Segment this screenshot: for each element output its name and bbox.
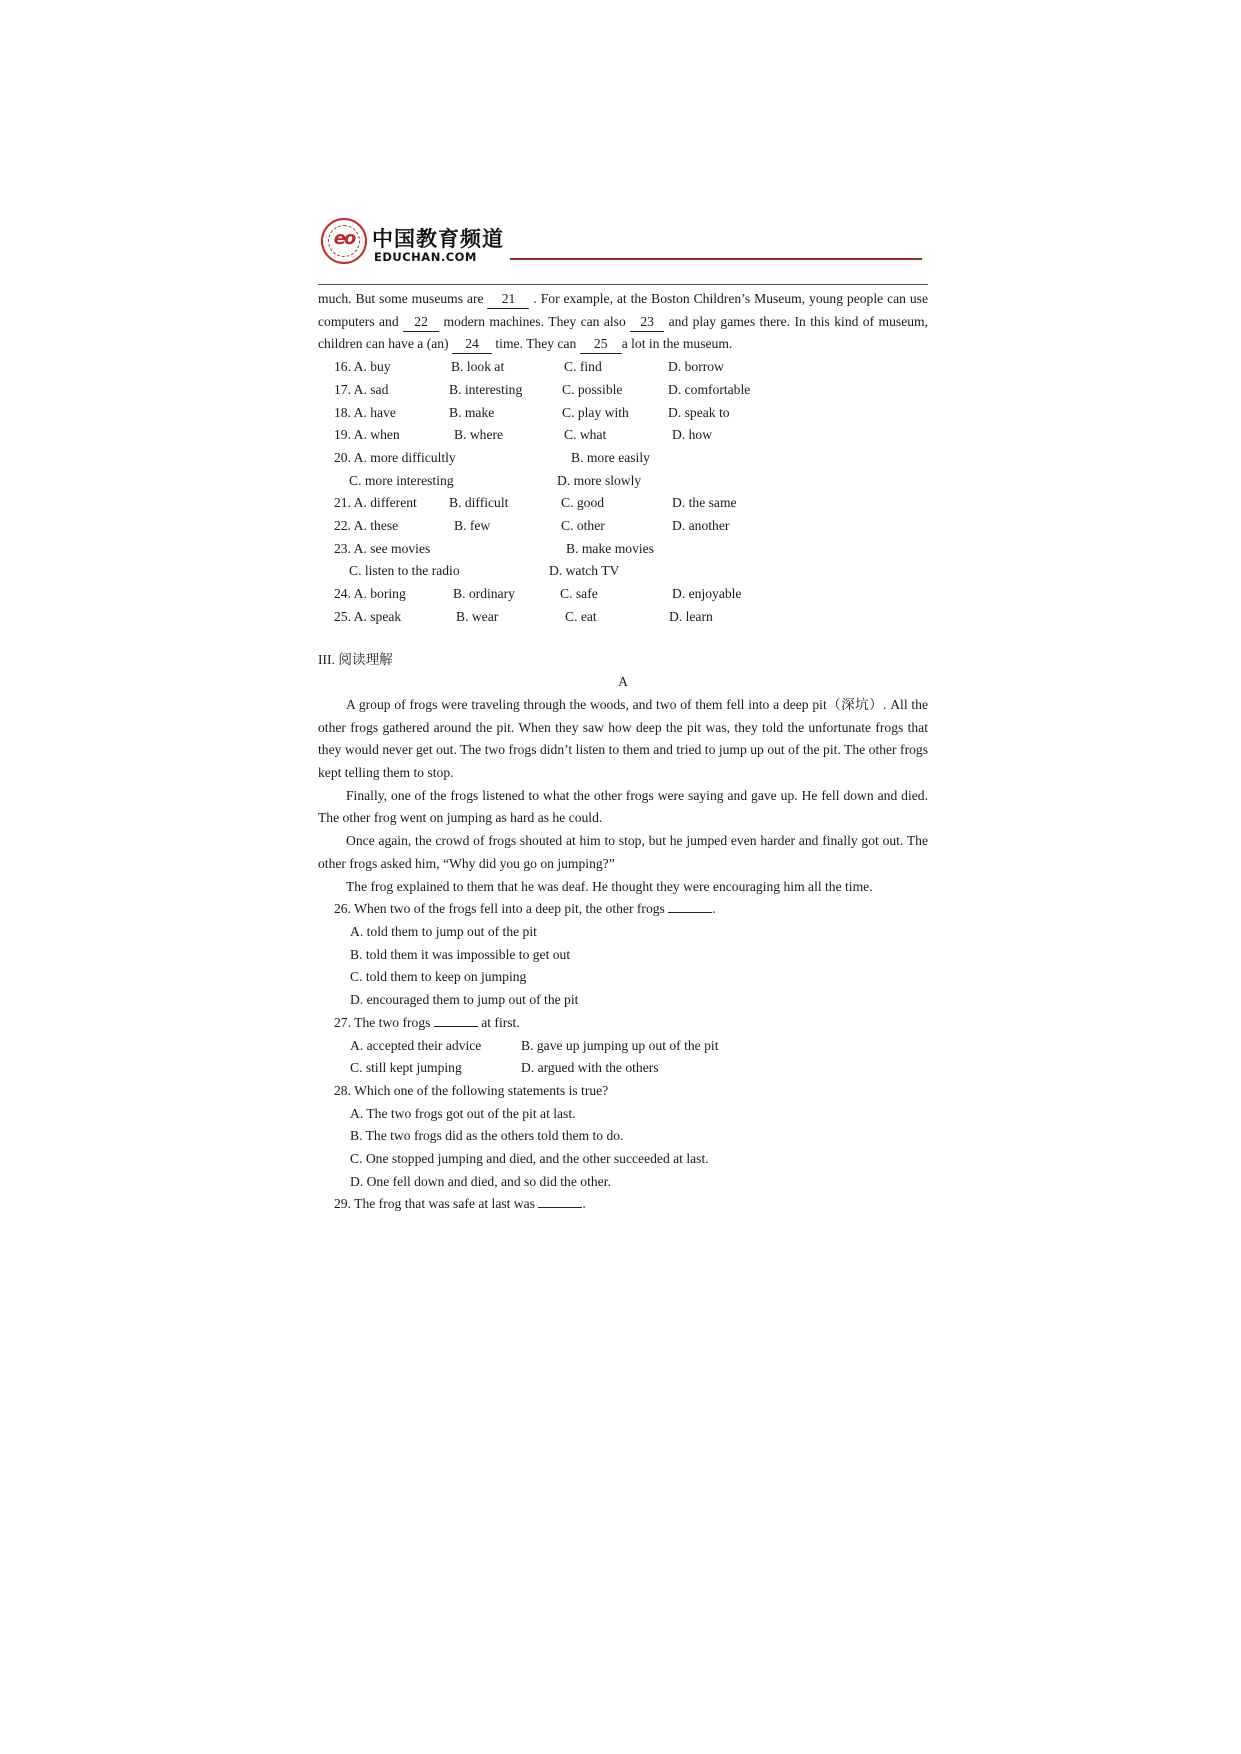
question-20-row2: C. more interesting D. more slowly (349, 472, 642, 488)
reading-paragraph-2: Finally, one of the frogs listened to what the other frogs were saying and gave up. He fell down and died. The other frog went on jumping as hard as he could. (318, 787, 928, 826)
question-26: 26. When two of the frogs fell into a deep pit, the other frogs . (334, 901, 716, 917)
question-26-option-c: C. told them to keep on jumping (350, 969, 527, 985)
question-18: 18. A. have B. make C. play with D. speak to (334, 404, 730, 420)
header-rule (510, 258, 922, 260)
reading-paragraph-1: A group of frogs were traveling through the woods, and two of them fell into a deep pit（深坑）. All the other frogs gathered around the pit. When they saw how deep the pit was, they told the unfortunate frogs that they would never get out. The two frogs didn’t listen to them and tried to jump up out of the pit. The other frogs kept telling them to stop. (318, 696, 928, 781)
question-27-row1: A. accepted their advice B. gave up jumping up out of the pit (350, 1037, 719, 1053)
question-19: 19. A. when B. where C. what D. how (334, 427, 713, 443)
blank-24: 24 (452, 335, 492, 354)
question-27: 27. The two frogs at first. (334, 1014, 520, 1030)
logo-english-text: EDUCHAN.COM (374, 250, 477, 264)
page-header (318, 210, 928, 272)
exam-page (318, 210, 928, 1216)
cloze-options (318, 356, 928, 628)
reading-paragraph-3: Once again, the crowd of frogs shouted at him to stop, but he jumped even harder and finally got out. The other frogs asked him, “Why did you go on jumping?” (318, 833, 928, 871)
question-29: 29. The frog that was safe at last was . (334, 1196, 586, 1212)
question-26-option-d: D. encouraged them to jump out of the pit (350, 992, 579, 1008)
reading-paragraph-4: The frog explained to them that he was deaf. He thought they were encouraging him all the time. (346, 878, 873, 894)
educhan-logo-seal: eo (321, 218, 367, 264)
passage-label: A (618, 674, 628, 690)
question-28-option-c: C. One stopped jumping and died, and the other succeeded at last. (350, 1151, 709, 1167)
question-28-option-a: A. The two frogs got out of the pit at last. (350, 1105, 576, 1121)
logo-chinese-text: 中国教育频道 (372, 227, 504, 251)
answer-blank (434, 1014, 478, 1027)
question-25: 25. A. speak B. wear C. eat D. learn (334, 608, 713, 624)
question-23: 23. A. see movies B. make movies (334, 540, 654, 556)
question-24: 24. A. boring B. ordinary C. safe D. enjoyable (334, 586, 742, 602)
question-26-option-b: B. told them it was impossible to get out (350, 946, 571, 962)
question-27-row2: C. still kept jumping D. argued with the others (350, 1060, 659, 1076)
question-21: 21. A. different B. difficult C. good D. the same (334, 495, 737, 511)
section-title: III. 阅读理解 (318, 651, 393, 667)
answer-blank (668, 900, 712, 913)
blank-23: 23 (630, 313, 664, 332)
question-26-option-a: A. told them to jump out of the pit (350, 923, 537, 939)
blank-22: 22 (403, 313, 439, 332)
question-28-option-d: D. One fell down and died, and so did the other. (350, 1173, 611, 1189)
blank-25: 25 (580, 335, 622, 354)
question-16: 16. A. buy B. look at C. find D. borrow (334, 359, 724, 375)
page-body (318, 288, 928, 1216)
question-20: 20. A. more difficultly B. more easily (334, 449, 650, 465)
question-23-row2: C. listen to the radio D. watch TV (349, 563, 620, 579)
question-17: 17. A. sad B. interesting C. possible D. comfortable (334, 381, 751, 397)
blank-21: 21 (487, 290, 529, 309)
answer-blank (538, 1195, 582, 1208)
cloze-passage-continued: much. But some museums are 21 . For example, at the Boston Children’s Museum, young people can use computers and 22 modern machines. They can also 23 and play games there. In this kind of museum, children can have a (an) 24 time. They can 25 a lot in the museum. (318, 288, 928, 356)
page-rule (318, 284, 928, 285)
question-28: 28. Which one of the following statements is true? (334, 1082, 609, 1098)
question-28-option-b: B. The two frogs did as the others told them to do. (350, 1128, 624, 1144)
question-22: 22. A. these B. few C. other D. another (334, 518, 730, 534)
